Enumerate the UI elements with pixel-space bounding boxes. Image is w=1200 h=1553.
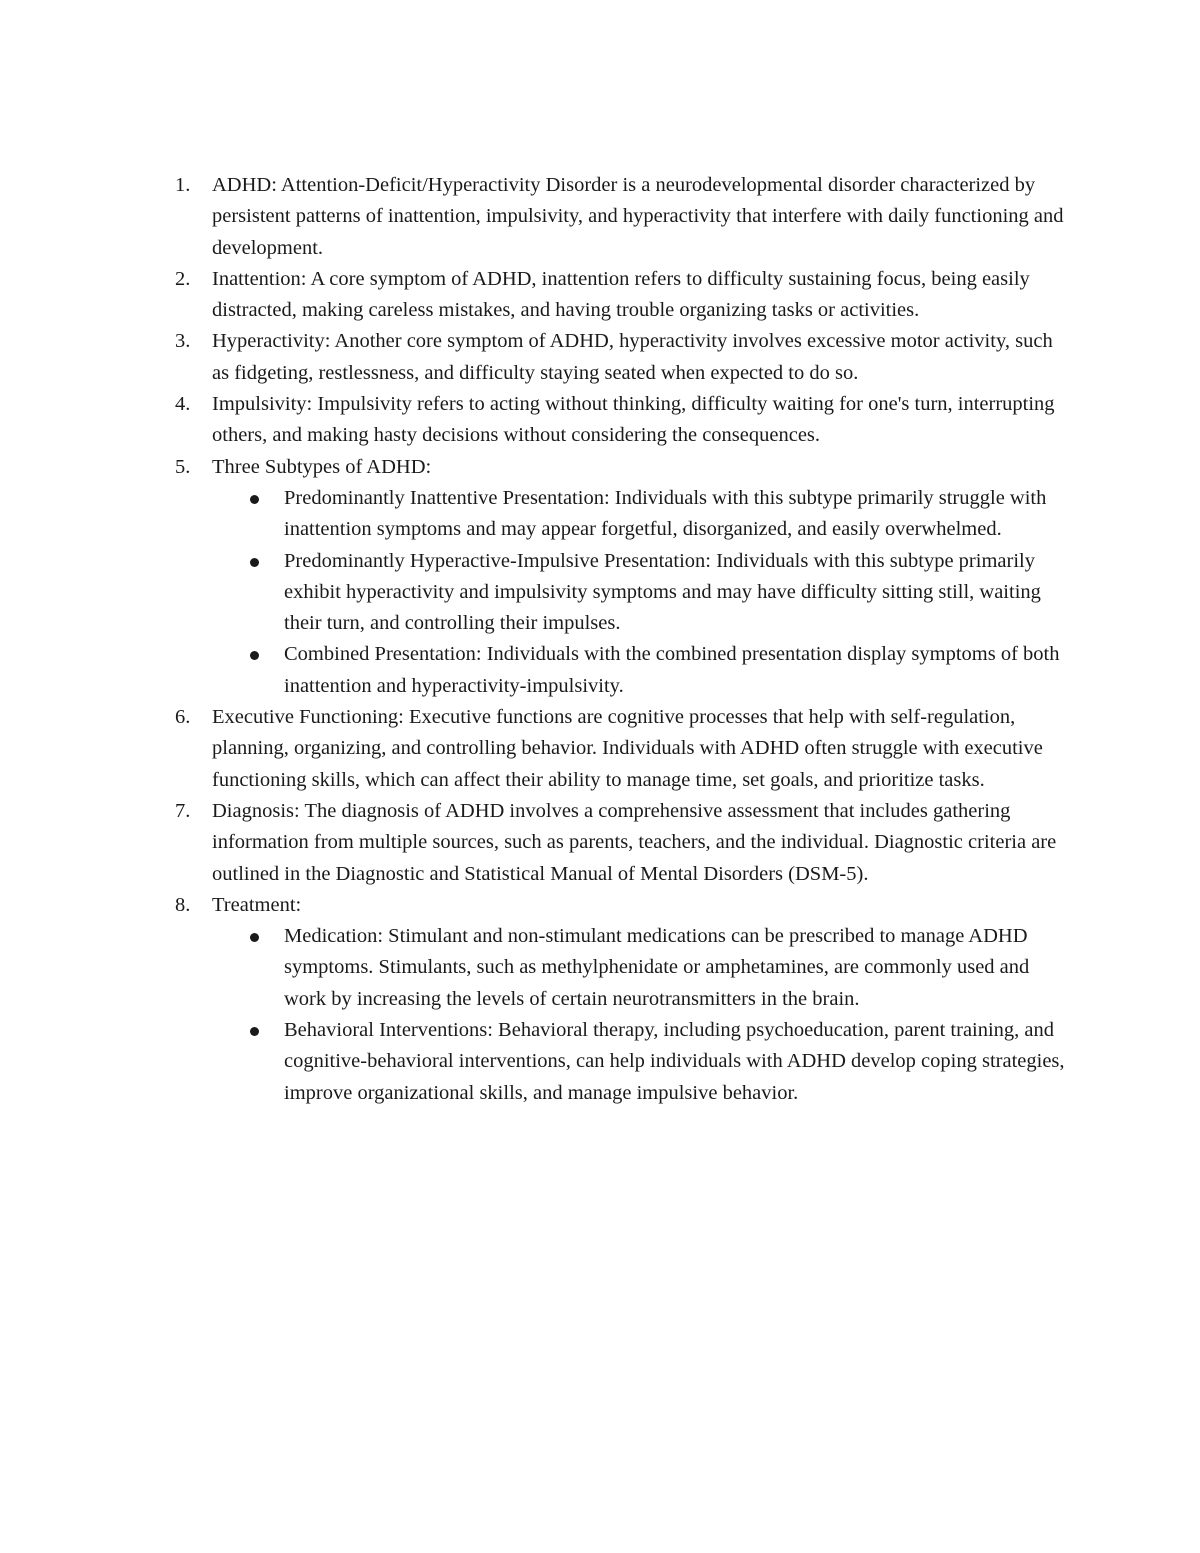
- list-item-6: [175, 702, 1072, 796]
- item-number: 1.: [175, 174, 191, 196]
- item-number: 8.: [175, 893, 191, 916]
- bullet-item: [284, 639, 1072, 702]
- item-text: Inattention: A core symptom of ADHD, inattention refers to difficulty sustaining focus, being easily distracted, making careless mistakes, and having trouble organizing tasks or activities.: [212, 267, 1030, 322]
- item-text: Executive Functioning: Executive functions are cognitive processes that help with self-regulation, planning, organizing, and controlling behavior. Individuals with ADHD often struggle with executive functioning skills, which can affect their ability to manage time, set goals, and prioritize tasks.: [212, 706, 1043, 791]
- bullet-text: Behavioral Interventions: Behavioral therapy, including psychoeducation, parent training, and cognitive-behavioral interventions, can help individuals with ADHD develop coping strategies, improve organizational skills, and manage impulsive behavior.: [284, 1019, 1065, 1104]
- list-item-2: [175, 264, 1072, 327]
- bullet-item: [284, 921, 1072, 1015]
- item-number: 2.: [175, 267, 191, 290]
- bullet-item: [284, 1015, 1072, 1109]
- list-item-3: [175, 326, 1072, 389]
- bullet-icon: [250, 933, 259, 942]
- list-item-7: [175, 796, 1072, 890]
- item-number: 5.: [175, 455, 191, 478]
- item-text: Three Subtypes of ADHD:: [212, 455, 432, 478]
- item-number: 4.: [175, 393, 191, 416]
- list-item-4: [175, 389, 1072, 452]
- bullet-icon: [250, 495, 259, 504]
- bullet-icon: [250, 558, 259, 567]
- bullet-text: Predominantly Hyperactive-Impulsive Presentation: Individuals with this subtype primarily exhibit hyperactivity and impulsivity symptoms and may have difficulty sitting still, waiting their turn, and controlling their impulses.: [284, 549, 1041, 635]
- numbered-list: [175, 170, 1072, 1109]
- item-number: 6.: [175, 706, 191, 729]
- item-text: Diagnosis: The diagnosis of ADHD involves a comprehensive assessment that includes gathering information from multiple sources, such as parents, teachers, and the individual. Diagnostic criteria are outlined in the Diagnostic and Statistical Manual of Mental Disorders (DSM-5).: [212, 799, 1057, 885]
- item-text: Treatment:: [212, 893, 302, 916]
- bullet-text: Predominantly Inattentive Presentation: Individuals with this subtype primarily struggle with inattention symptoms and may appear forgetful, disorganized, and easily overwhelmed.: [284, 486, 1047, 541]
- item-text: ADHD: Attention-Deficit/Hyperactivity Disorder is a neurodevelopmental disorder characterized by persistent patterns of inattention, impulsivity, and hyperactivity that interfere with daily functioning and development.: [212, 174, 1064, 259]
- item-number: 7.: [175, 799, 191, 822]
- list-item-5: [175, 452, 1072, 702]
- list-item-1: [175, 170, 1072, 264]
- bullet-item: [284, 546, 1072, 640]
- bullet-item: [284, 483, 1072, 546]
- bullet-icon: [250, 651, 259, 660]
- item-number: 3.: [175, 330, 191, 353]
- bullet-text: Medication: Stimulant and non-stimulant medications can be prescribed to manage ADHD symptoms. Stimulants, such as methylphenidate or amphetamines, are commonly used and work by increasing the levels of certain neurotransmitters in the brain.: [284, 925, 1030, 1010]
- bullet-list: [212, 921, 1072, 1109]
- item-text: Impulsivity: Impulsivity refers to acting without thinking, difficulty waiting for one's turn, interrupting others, and making hasty decisions without considering the consequences.: [212, 393, 1055, 447]
- item-text: Hyperactivity: Another core symptom of ADHD, hyperactivity involves excessive motor activity, such as fidgeting, restlessness, and difficulty staying seated when expected to do so.: [212, 330, 1053, 384]
- bullet-list: [212, 483, 1072, 702]
- bullet-icon: [250, 1027, 259, 1036]
- list-item-8: [175, 890, 1072, 1109]
- bullet-text: Combined Presentation: Individuals with the combined presentation display symptoms of both inattention and hyperactivity-impulsivity.: [284, 643, 1060, 697]
